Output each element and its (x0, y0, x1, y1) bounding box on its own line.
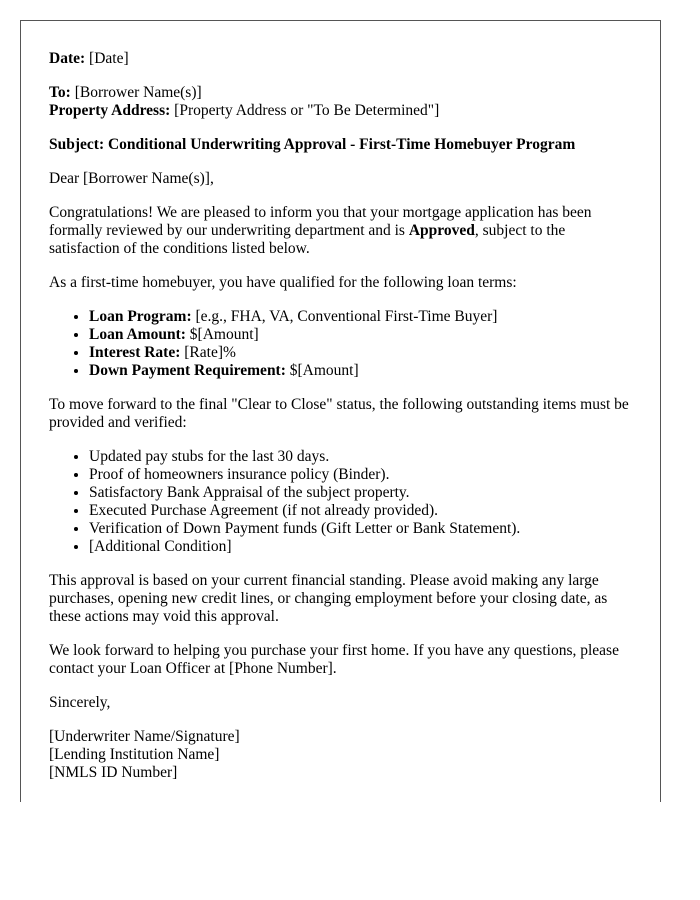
term-value: [e.g., FHA, VA, Conventional First-Time Buyer] (195, 308, 498, 325)
term-label: Interest Rate: (89, 344, 181, 361)
list-item (89, 326, 632, 344)
salutation: Dear [Borrower Name(s)], (49, 170, 214, 187)
list-item: • [Additional Condition] (89, 538, 632, 556)
signature-block (49, 728, 632, 782)
intro-paragraph (49, 204, 632, 258)
list-item: • Satisfactory Bank Appraisal of the subject property. (89, 484, 632, 502)
conditions-list (49, 448, 632, 556)
loan-terms-list (49, 308, 632, 380)
term-value: $[Amount] (289, 362, 359, 379)
list-item (89, 344, 632, 362)
list-item: • Proof of homeowners insurance policy (Binder). (89, 466, 632, 484)
to-label: To: (49, 84, 71, 101)
property-label: Property Address: (49, 102, 171, 119)
terms-intro: As a first-time homebuyer, you have qualified for the following loan terms: (49, 274, 517, 291)
subject-line (49, 136, 632, 154)
term-label: Loan Program: (89, 308, 192, 325)
closing-paragraph: We look forward to helping you purchase your first home. If you have any questions, please contact your Loan Officer at [Phone Number]. (49, 642, 619, 677)
conditions-intro: To move forward to the final "Clear to Close" status, the following outstanding items must be provided and verified: (49, 396, 629, 431)
letter-document (20, 20, 661, 802)
list-item: • Executed Purchase Agreement (if not already provided). (89, 502, 632, 520)
recipient-block (49, 84, 632, 120)
term-value: $[Amount] (189, 326, 259, 343)
term-label: Down Payment Requirement: (89, 362, 286, 379)
term-value: [Rate]% (184, 344, 236, 361)
signature-nmls: [NMLS ID Number] (49, 764, 178, 781)
list-item: • Verification of Down Payment funds (Gift Letter or Bank Statement). (89, 520, 632, 538)
date-value: [Date] (89, 50, 129, 67)
to-line (49, 84, 632, 102)
signoff: Sincerely, (49, 694, 111, 711)
intro-emphasis: Approved (408, 222, 475, 239)
date-line (49, 50, 632, 68)
intro-after: , subject to the satisfaction of the conditions listed below. (49, 222, 566, 257)
property-line (49, 102, 632, 120)
intro-before: Congratulations! We are pleased to inform you that your mortgage application has been formally reviewed by our underwriting department and is (49, 204, 592, 239)
list-item: • Updated pay stubs for the last 30 days. (89, 448, 632, 466)
list-item (89, 362, 632, 380)
subject-text: Subject: Conditional Underwriting Approval - First-Time Homebuyer Program (49, 136, 576, 153)
to-value: [Borrower Name(s)] (74, 84, 202, 101)
list-item (89, 308, 632, 326)
date-label: Date: (49, 50, 86, 67)
signature-institution: [Lending Institution Name] (49, 746, 220, 763)
term-label: Loan Amount: (89, 326, 186, 343)
property-value: [Property Address or "To Be Determined"] (174, 102, 440, 119)
warning-paragraph: This approval is based on your current financial standing. Please avoid making any large purchases, opening new credit lines, or changing employment before your closing date, as these actions may void this approval. (49, 572, 608, 625)
signature-name: [Underwriter Name/Signature] (49, 728, 240, 745)
